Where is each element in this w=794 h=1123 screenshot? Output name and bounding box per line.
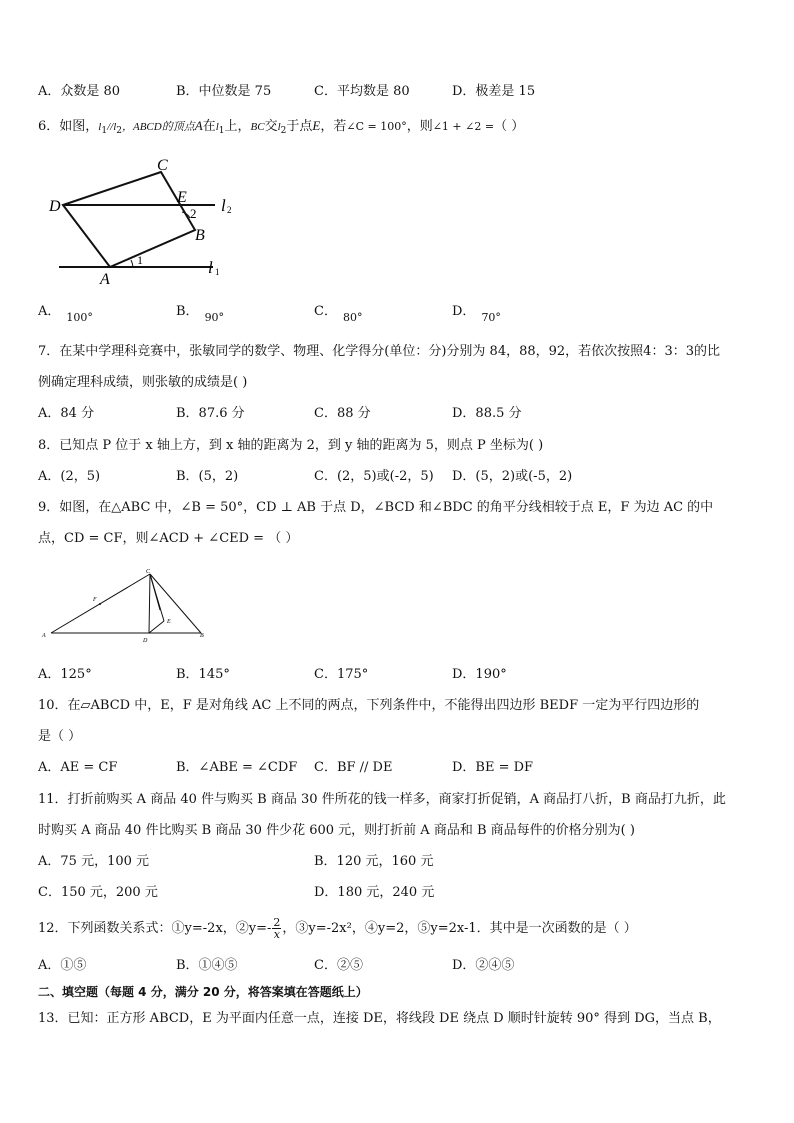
q6-line-l1: l: [98, 121, 102, 133]
q6-meets: 交: [264, 119, 278, 134]
q8-option-a: A．(2，5): [38, 469, 101, 484]
q6-option-a: A． $_{100^\circ}$: [38, 304, 93, 324]
q6-parallel: //l: [107, 121, 117, 133]
q12-option-b: B．①④⑤: [176, 958, 238, 973]
q7-line-1: 7．在某中学理科竞赛中，张敏同学的数学、物理、化学得分(单位：分)分别为 84，88，92，若依次按照4：3：3的比: [38, 344, 720, 359]
q10-option-c: C．BF // DE: [314, 760, 393, 775]
q6-blank: （ ）: [494, 119, 525, 134]
q13-line-1: 13．已知：正方形 ABCD，E 为平面内任意一点，连接 DE，将线段 DE 绕点 D 顺时针旋转 90° 得到 DG，当点 B，: [38, 1011, 721, 1026]
q6-option-b: B． $_{90^\circ}$: [176, 304, 225, 324]
q8-option-c: C．(2，5)或(-2，5): [314, 469, 434, 484]
q6-label-2: 2: [190, 206, 197, 221]
q12-frac-den: x: [273, 928, 281, 941]
q6-at-point: 于点: [286, 119, 313, 134]
q12-fraction: [272, 917, 281, 940]
q6-label-a: A: [100, 271, 110, 288]
q6-label-e: E: [177, 189, 187, 206]
q10-line-1: 10．在▱ABCD 中，E，F 是对角线 AC 上不同的两点，下列条件中，不能得出四边形 BEDF 一定为平行四边形的: [38, 698, 700, 713]
q9-option-b: B．145°: [176, 667, 230, 682]
q12-frac-num: 2: [273, 916, 281, 929]
q6-option-c: C． $_{80^\circ}$: [314, 304, 363, 324]
q5-option-b: B．中位数是 75: [176, 84, 272, 99]
q6-point-e: E: [312, 118, 321, 133]
q9-label-a: A: [42, 633, 46, 639]
q5-option-a: A．众数是 80: [38, 84, 121, 99]
q6-label-c: C: [157, 157, 168, 174]
q6-figure: [45, 150, 245, 290]
q8-line-1: 8．已知点 P 位于 x 轴上方，到 x 轴的距离为 2，到 y 轴的距离为 5，则点 P 坐标为( ): [38, 438, 544, 453]
q9-label-c: C: [146, 569, 151, 575]
q6-angle-c: ∠C = 100°: [346, 120, 407, 133]
q6-stem: 6．如图，$l_1//l_2$，ABCD的顶点A在$l_1$上，BC交$l_2$于点E，若∠C = 100°，则∠1 + ∠2 =（ ）: [38, 118, 525, 136]
q10-line-2: 是（ ）: [38, 729, 82, 744]
q8-option-b: B．(5，2): [176, 469, 239, 484]
q6-number: 6．如图，: [38, 119, 99, 134]
q9-line-2: 点，CD = CF，则∠ACD + ∠CED = （ ）: [38, 531, 299, 546]
q10-option-d: D．BE = DF: [452, 760, 534, 775]
q6-abcd: ，ABCD的顶点: [121, 121, 195, 133]
q7-option-c: C．88 分: [314, 406, 371, 421]
q11-line-2: 时购买 A 商品 40 件比购买 B 商品 30 件少花 600 元，则打折前 A 商品和 B 商品每件的价格分别为( ): [38, 823, 635, 838]
q10-option-a: A．AE = CF: [38, 760, 118, 775]
q11-option-b: B．120 元，160 元: [314, 854, 434, 869]
q6-bc: BC: [250, 121, 265, 133]
q6-on-text: 在: [202, 119, 216, 134]
q11-option-d: D．180 元，240 元: [314, 885, 435, 900]
q6-line1-ref: l: [215, 121, 219, 133]
q5-option-c: C．平均数是 80: [314, 84, 410, 99]
q9-option-d: D．190°: [452, 667, 507, 682]
q12-option-d: D．②④⑤: [452, 958, 515, 973]
q6-label-l1: l: [208, 258, 213, 277]
q6-label-l2-sub: 2: [227, 205, 232, 215]
q6-sum: ∠1 + ∠2 =: [432, 120, 495, 133]
q6-label-l1-sub: 1: [215, 267, 220, 277]
q10-option-b: B．∠ABE = ∠CDF: [176, 760, 298, 775]
q6-label-1: 1: [137, 253, 143, 267]
q12-option-a: A．①⑤: [38, 958, 87, 973]
q6-label-d: D: [49, 198, 61, 215]
q7-option-b: B．87.6 分: [176, 406, 245, 421]
q6-label-l2: l: [221, 196, 226, 215]
q9-label-d: D: [143, 638, 148, 644]
q7-line-2: 例确定理科成绩，则张敏的成绩是( ): [38, 375, 248, 390]
q9-line-1: 9．如图，在△ABC 中，∠B = 50°，CD ⊥ AB 于点 D，∠BCD 和∠BDC 的角平分线相较于点 E，F 为边 AC 的中: [38, 500, 714, 515]
q9-figure: [38, 565, 218, 645]
q8-option-d: D．(5，2)或(-5，2): [452, 469, 573, 484]
q6-if: ，若: [320, 119, 347, 134]
q7-option-a: A．84 分: [38, 406, 95, 421]
q6-on-end: 上，: [224, 119, 251, 134]
q7-option-d: D．88.5 分: [452, 406, 522, 421]
q9-label-b: B: [200, 633, 204, 639]
q9-label-f: F: [93, 597, 97, 603]
q11-option-c: C．150 元，200 元: [38, 885, 158, 900]
q12-option-c: C．②⑤: [314, 958, 363, 973]
q9-option-a: A．125°: [38, 667, 92, 682]
q6-then: ，则: [406, 119, 433, 134]
q5-option-d: D．极差是 15: [452, 84, 536, 99]
q6-line2-ref: l: [277, 121, 281, 133]
q12-end: ，③y=-2x²，④y=2，⑤y=2x-1．其中是一次函数的是（ ）: [282, 921, 637, 936]
q11-option-a: A．75 元，100 元: [38, 854, 150, 869]
q12-line-1: [38, 916, 637, 942]
q12-start: 12．下列函数关系式：①y=-2x，②y=-: [38, 921, 272, 936]
q6-vertex-a: A: [194, 118, 203, 133]
q6-label-b: B: [195, 227, 205, 244]
q9-label-e: E: [167, 619, 171, 625]
q11-line-1: 11．打折前购买 A 商品 40 件与购买 B 商品 30 件所花的钱一样多，商家打折促销，A 商品打八折，B 商品打九折，此: [38, 792, 726, 807]
q9-option-c: C．175°: [314, 667, 369, 682]
q6-option-d: D． $_{70^\circ}$: [452, 304, 501, 324]
section-2-heading: 二、填空题（每题 4 分，满分 20 分，将答案填在答题纸上）: [38, 985, 368, 999]
